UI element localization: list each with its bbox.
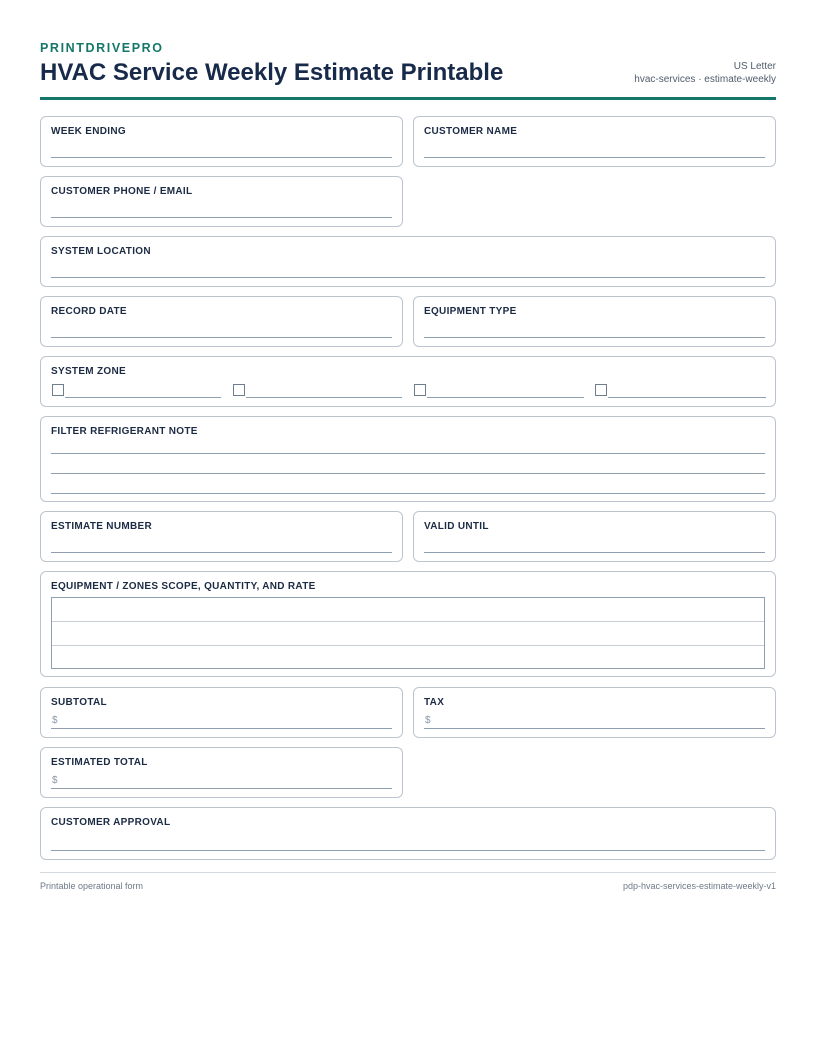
form-version-id: pdp-hvac-services-estimate-weekly-v1 xyxy=(622,881,776,891)
table-row-divider xyxy=(52,645,764,646)
estimated-total-label: ESTIMATED TOTAL xyxy=(51,757,148,768)
customer-contact-field xyxy=(40,176,403,227)
filter-refrigerant-note-field xyxy=(40,416,776,502)
zone-checkbox-3[interactable] xyxy=(414,384,426,396)
system-zone-field xyxy=(40,356,776,407)
zone-checkbox-1[interactable] xyxy=(52,384,64,396)
filter-refrigerant-note-label: FILTER REFRIGERANT NOTE xyxy=(51,426,198,437)
estimated-total-input-line[interactable] xyxy=(51,788,392,789)
subtotal-input-line[interactable] xyxy=(51,728,392,729)
tax-input-line[interactable] xyxy=(424,728,765,729)
estimated-total-currency: $ xyxy=(52,775,58,786)
zone-option-line-3[interactable] xyxy=(427,397,584,398)
subtotal-label: SUBTOTAL xyxy=(51,697,107,708)
valid-until-label: VALID UNTIL xyxy=(424,521,489,532)
scope-table xyxy=(51,597,765,669)
tax-label: TAX xyxy=(424,697,445,708)
customer-approval-label: CUSTOMER APPROVAL xyxy=(51,817,171,828)
zone-option-line-2[interactable] xyxy=(246,397,402,398)
zone-checkbox-4[interactable] xyxy=(595,384,607,396)
paper-size: US Letter xyxy=(733,61,776,72)
equipment-type-input-line[interactable] xyxy=(424,337,765,338)
note-line-2[interactable] xyxy=(51,473,765,474)
system-zone-label: SYSTEM ZONE xyxy=(51,366,126,377)
valid-until-field xyxy=(413,511,776,562)
zone-checkbox-2[interactable] xyxy=(233,384,245,396)
customer-approval-field xyxy=(40,807,776,860)
estimated-total-field xyxy=(40,747,403,798)
record-date-input-line[interactable] xyxy=(51,337,392,338)
week-ending-field xyxy=(40,116,403,167)
estimate-number-input-line[interactable] xyxy=(51,552,392,553)
header-divider xyxy=(40,97,776,100)
zone-option-line-1[interactable] xyxy=(65,397,221,398)
equipment-type-label: EQUIPMENT TYPE xyxy=(424,306,517,317)
valid-until-input-line[interactable] xyxy=(424,552,765,553)
customer-name-input-line[interactable] xyxy=(424,157,765,158)
record-date-field xyxy=(40,296,403,347)
system-location-label: SYSTEM LOCATION xyxy=(51,246,151,257)
customer-contact-label: CUSTOMER PHONE / EMAIL xyxy=(51,186,193,197)
note-line-1[interactable] xyxy=(51,453,765,454)
system-location-field xyxy=(40,236,776,287)
scope-table-label: EQUIPMENT / ZONES SCOPE, QUANTITY, AND RATE xyxy=(51,581,316,592)
estimate-number-label: ESTIMATE NUMBER xyxy=(51,521,152,532)
customer-contact-input-line[interactable] xyxy=(51,217,392,218)
customer-approval-signature-line[interactable] xyxy=(51,850,765,851)
zone-option-line-4[interactable] xyxy=(608,397,766,398)
equipment-type-field xyxy=(413,296,776,347)
customer-name-field xyxy=(413,116,776,167)
page-title: HVAC Service Weekly Estimate Printable xyxy=(40,59,504,86)
record-date-label: RECORD DATE xyxy=(51,306,127,317)
form-meta xyxy=(634,60,776,86)
week-ending-label: WEEK ENDING xyxy=(51,126,126,137)
note-line-3[interactable] xyxy=(51,493,765,494)
tax-currency: $ xyxy=(425,715,431,726)
system-location-input-line[interactable] xyxy=(51,277,765,278)
customer-name-label: CUSTOMER NAME xyxy=(424,126,518,137)
week-ending-input-line[interactable] xyxy=(51,157,392,158)
estimate-number-field xyxy=(40,511,403,562)
subtotal-field xyxy=(40,687,403,738)
brand-logo-text: PRINTDRIVEPRO xyxy=(40,41,164,55)
footer-divider xyxy=(40,872,776,873)
footer-description: Printable operational form xyxy=(40,881,144,891)
form-slug: hvac-services · estimate-weekly xyxy=(634,74,776,85)
subtotal-currency: $ xyxy=(52,715,58,726)
table-row-divider xyxy=(52,621,764,622)
tax-field xyxy=(413,687,776,738)
scope-table-field xyxy=(40,571,776,677)
